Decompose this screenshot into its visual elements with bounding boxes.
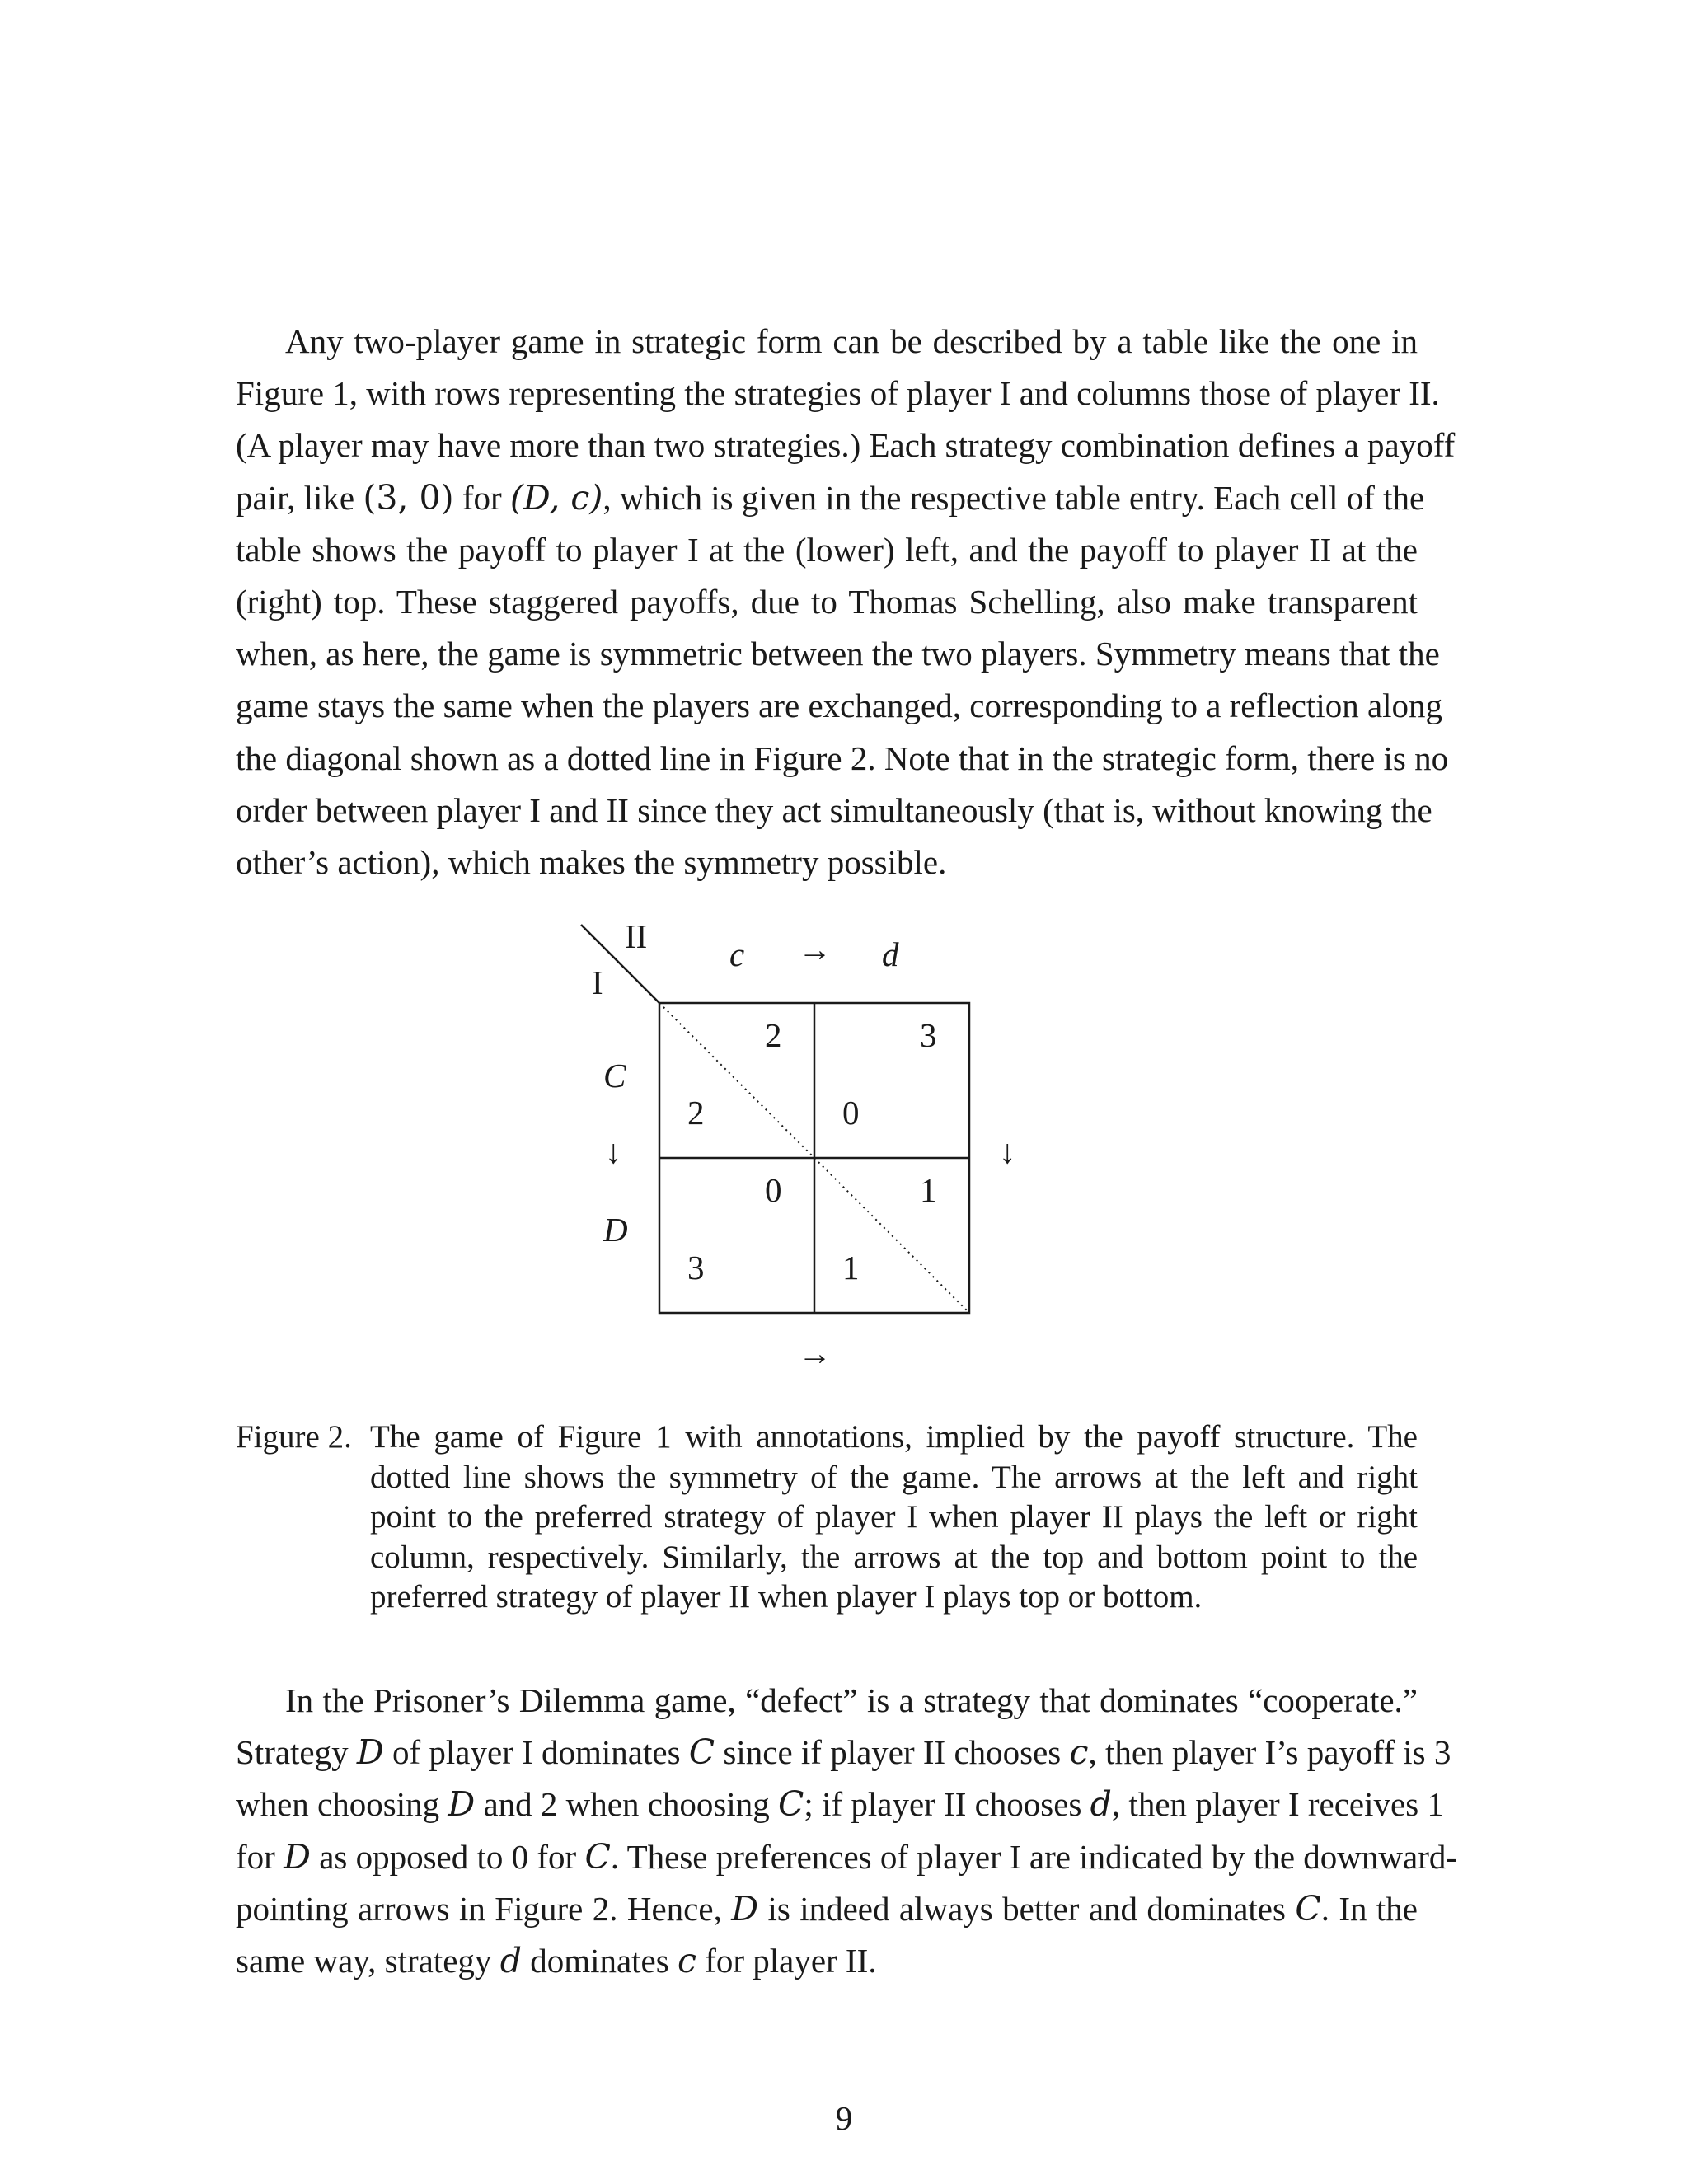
text-line: (right) top. These staggered payoffs, due to Thomas Schelling, also make transparent (236, 583, 1418, 621)
caption-line: dotted line shows the symmetry of the game. The arrows at the left and right (370, 1459, 1418, 1495)
text-line: same way, strategy d dominates c for player II. (236, 1941, 877, 1981)
col-strategy-d: d (882, 935, 899, 973)
payoff-I-Dc: 3 (687, 1249, 705, 1286)
text-line: pair, like (3, 0) for (D, c), which is given in the respective table entry. Each cell of the (236, 477, 1425, 518)
col-strategy-c: c (729, 935, 745, 973)
text-line: Any two-player game in strategic form can be described by a table like the one in (285, 322, 1418, 360)
text-line: the diagonal shown as a dotted line in Figure 2. Note that in the strategic form, there is no (236, 738, 1449, 777)
text-line: pointing arrows in Figure 2. Hence, D is indeed always better and dominates C. In the (236, 1888, 1418, 1929)
text-line: when choosing D and 2 when choosing C; if player II chooses d, then player I receives 1 (236, 1784, 1444, 1825)
player-II-label: II (625, 917, 648, 955)
text-line: Figure 1, with rows representing the strategies of player I and columns those of player II. (236, 374, 1440, 413)
caption-line: column, respectively. Similarly, the arrows at the top and bottom point to the (370, 1539, 1418, 1575)
text-line: (A player may have more than two strategies.) Each strategy combination defines a payoff (236, 426, 1456, 465)
bottom-arrow: → (798, 1334, 832, 1372)
top-arrow: → (798, 930, 832, 968)
payoff-I-Cd: 0 (842, 1094, 860, 1132)
text-line: for D as opposed to 0 for C. These preferences of player I are indicated by the downward- (236, 1836, 1458, 1877)
row-strategy-D: D (603, 1211, 628, 1249)
caption-body (370, 1418, 1418, 1618)
page-number: 9 (835, 2099, 853, 2137)
text-line: game stays the same when the players are exchanged, corresponding to a reflection along (236, 687, 1443, 725)
text-line: when, as here, the game is symmetric between the two players. Symmetry means that the (236, 635, 1440, 673)
payoff-II-Cd: 3 (920, 1016, 937, 1054)
figure-caption (236, 1418, 1418, 1618)
payoff-I-Dd: 1 (842, 1249, 860, 1286)
strategy-pair-math: (D, c) (509, 477, 603, 518)
text-line: Strategy D of player I dominates C since if player II chooses c, then player I’s payoff is 3 (236, 1732, 1451, 1773)
text-line: other’s action), which makes the symmetry possible. (236, 843, 947, 882)
payoff-II-Dd: 1 (920, 1171, 937, 1209)
text-line: table shows the payoff to player I at the (lower) left, and the payoff to player II at the (236, 530, 1418, 569)
payoff-pair-math: (3, 0) (363, 477, 454, 518)
caption-line: preferred strategy of player II when player I plays top or bottom. (370, 1579, 1203, 1615)
caption-line: The game of Figure 1 with annotations, implied by the payoff structure. The (370, 1419, 1418, 1455)
caption-label: Figure 2. (236, 1419, 352, 1455)
text-line: order between player I and II since they act simultaneously (that is, without knowing the (236, 790, 1432, 829)
payoff-II-Cc: 2 (765, 1016, 782, 1054)
body-paragraph-2 (236, 1675, 1458, 1987)
payoff-II-Dc: 0 (765, 1171, 782, 1209)
player-I-label: I (592, 963, 603, 1001)
text-line: In the Prisoner’s Dilemma game, “defect” is a strategy that dominates “cooperate.” (285, 1681, 1418, 1719)
payoff-table-figure (536, 915, 1071, 1376)
payoff-I-Cc: 2 (687, 1094, 705, 1132)
caption-line: point to the preferred strategy of player I when player II plays the left or right (370, 1499, 1418, 1535)
left-arrow: ↓ (605, 1132, 622, 1170)
body-paragraph-1 (236, 316, 1456, 888)
right-arrow: ↓ (999, 1132, 1016, 1170)
row-strategy-C: C (603, 1057, 626, 1094)
